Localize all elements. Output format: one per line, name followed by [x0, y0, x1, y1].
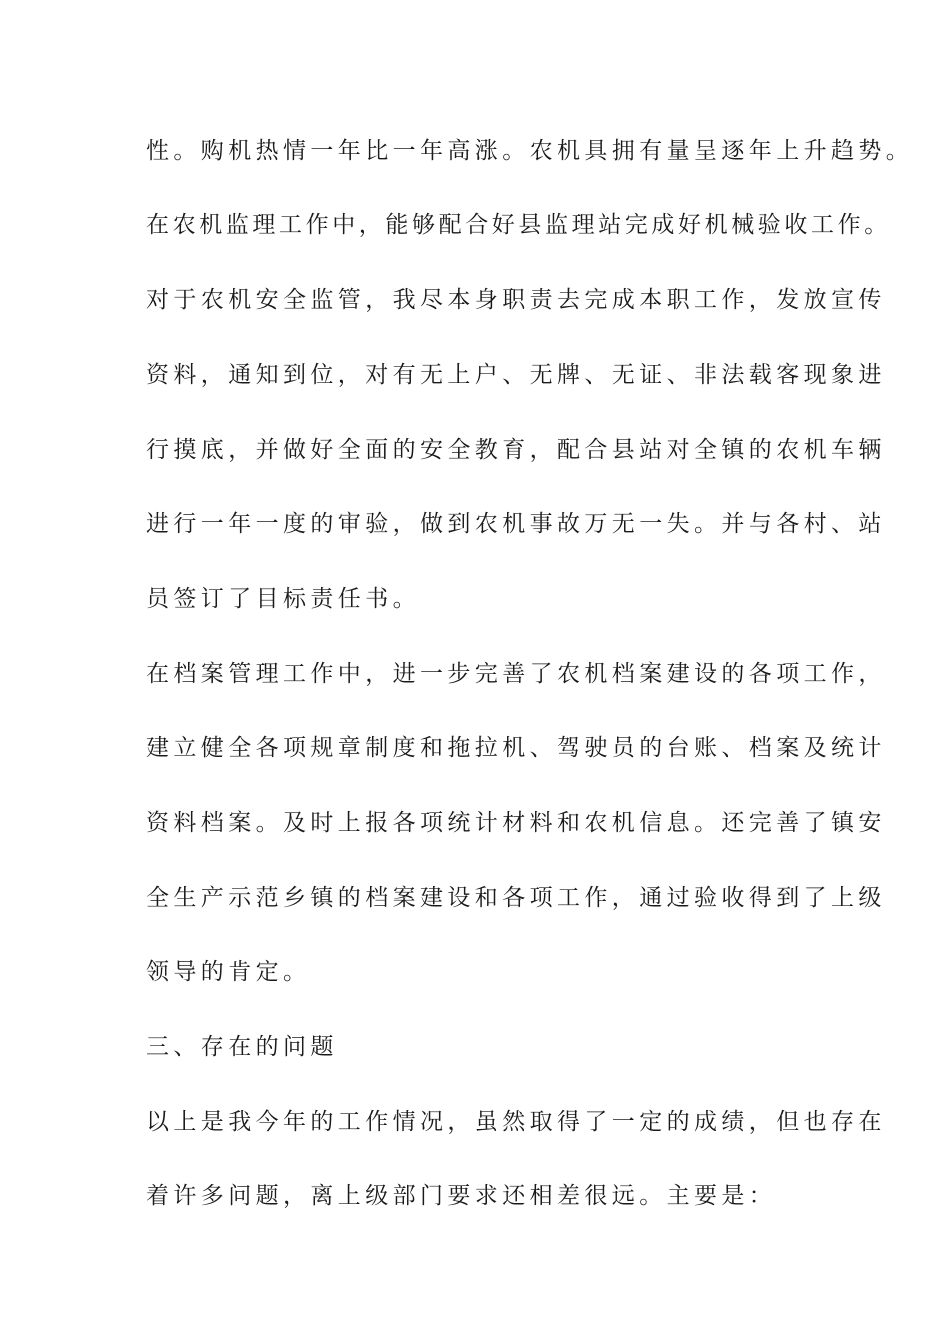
paragraph-line: 行摸底，并做好全面的安全教育，配合县站对全镇的农机车辆: [146, 437, 886, 463]
paragraph-line: 领导的肯定。: [146, 959, 311, 985]
section-heading: 三、存在的问题: [146, 1034, 338, 1060]
paragraph-line: 全生产示范乡镇的档案建设和各项工作，通过验收得到了上级: [146, 885, 886, 911]
paragraph-line: 进行一年一度的审验，做到农机事故万无一失。并与各村、站: [146, 511, 886, 537]
paragraph-line: 性。购机热情一年比一年高涨。农机具拥有量呈逐年上升趋势。: [146, 138, 914, 164]
paragraph-line: 员签订了目标责任书。: [146, 586, 420, 612]
paragraph-line: 对于农机安全监管，我尽本身职责去完成本职工作，发放宣传: [146, 287, 886, 313]
paragraph-line: 着许多问题，离上级部门要求还相差很远。主要是：: [146, 1183, 777, 1209]
paragraph-line: 资料档案。及时上报各项统计材料和农机信息。还完善了镇安: [146, 810, 886, 836]
paragraph-line: 以上是我今年的工作情况，虽然取得了一定的成绩，但也存在: [146, 1109, 886, 1135]
paragraph-line: 在农机监理工作中，能够配合好县监理站完成好机械验收工作。: [146, 212, 891, 238]
paragraph-line: 资料，通知到位，对有无上户、无牌、无证、非法载客现象进: [146, 362, 886, 388]
paragraph-line: 建立健全各项规章制度和拖拉机、驾驶员的台账、档案及统计: [146, 735, 886, 761]
paragraph-line: 在档案管理工作中，进一步完善了农机档案建设的各项工作，: [146, 661, 886, 687]
